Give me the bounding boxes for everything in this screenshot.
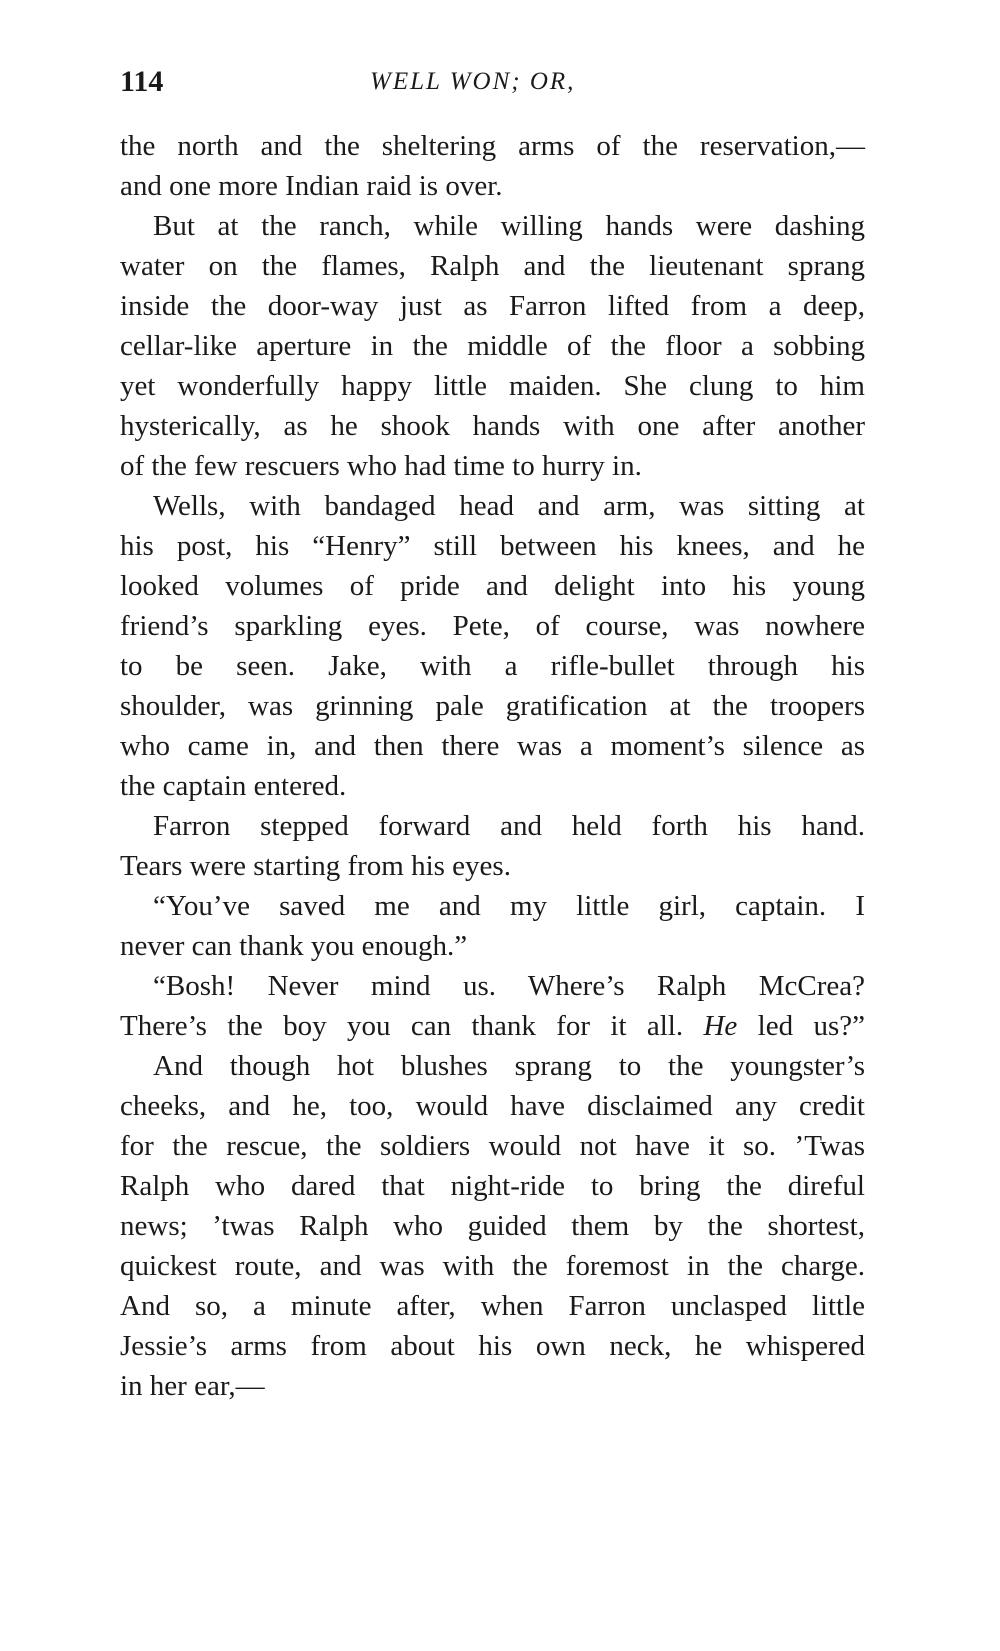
text-line: looked volumes of pride and delight into his young (120, 570, 865, 602)
text-line: to be seen. Jake, with a rifle-bullet through his (120, 650, 865, 682)
text-line: the captain entered. (120, 770, 347, 802)
paragraph (120, 886, 865, 966)
text-line: the north and the sheltering arms of the reservation,— (120, 130, 865, 162)
text-line: water on the flames, Ralph and the lieutenant sprang (120, 250, 865, 282)
page-number: 114 (120, 65, 164, 98)
text-line: quickest route, and was with the foremost in the charge. (120, 1250, 865, 1282)
text-segment: There’s the boy you can thank for it all. (120, 1010, 684, 1042)
text-line: news; ’twas Ralph who guided them by the shortest, (120, 1210, 865, 1242)
paragraph (120, 126, 865, 206)
text-line: Wells, with bandaged head and arm, was sitting at (153, 490, 865, 522)
text-line: never can thank you enough.” (120, 930, 468, 962)
text-line: “Bosh! Never mind us. Where’s Ralph McCrea? (153, 970, 865, 1002)
text-line: But at the ranch, while willing hands were dashing (153, 210, 865, 242)
text-line: shoulder, was grinning pale gratification at the troopers (120, 690, 865, 722)
text-line: And so, a minute after, when Farron unclasped little (120, 1290, 865, 1322)
paragraph (120, 806, 865, 886)
text-line: of the few rescuers who had time to hurry in. (120, 450, 642, 482)
text-segment: led us?” (737, 1010, 865, 1042)
text-line: friend’s sparkling eyes. Pete, of course, was nowhere (120, 610, 865, 642)
body-text (120, 126, 865, 1406)
text-line: for the rescue, the soldiers would not have it so. ’Twas (120, 1130, 865, 1162)
text-line: cheeks, and he, too, would have disclaimed any credit (120, 1090, 865, 1122)
paragraph (120, 206, 865, 486)
text-line: hysterically, as he shook hands with one after another (120, 410, 865, 442)
paragraph (120, 486, 865, 806)
paragraph (120, 1046, 865, 1406)
text-line: his post, his “Henry” still between his knees, and he (120, 530, 865, 562)
paragraph (120, 966, 865, 1046)
text-line: Jessie’s arms from about his own neck, he whispered (120, 1330, 865, 1362)
text-line: Ralph who dared that night-ride to bring the direful (120, 1170, 865, 1202)
page-header (120, 62, 865, 102)
text-line: And though hot blushes sprang to the youngster’s (153, 1050, 865, 1082)
text-line: cellar-like aperture in the middle of the floor a sobbing (120, 330, 865, 362)
running-head: WELL WON; OR, (370, 68, 576, 95)
text-line: who came in, and then there was a moment’s silence as (120, 730, 865, 762)
text-line: Tears were starting from his eyes. (120, 850, 511, 882)
text-line (120, 1006, 865, 1046)
text-line: and one more Indian raid is over. (120, 170, 503, 202)
text-line: in her ear,— (120, 1370, 265, 1402)
italic-word: He (703, 1010, 738, 1042)
text-line: “You’ve saved me and my little girl, captain. I (153, 890, 865, 922)
text-line: Farron stepped forward and held forth his hand. (153, 810, 865, 842)
text-line: yet wonderfully happy little maiden. She clung to him (120, 370, 865, 402)
text-line: inside the door-way just as Farron lifted from a deep, (120, 290, 865, 322)
